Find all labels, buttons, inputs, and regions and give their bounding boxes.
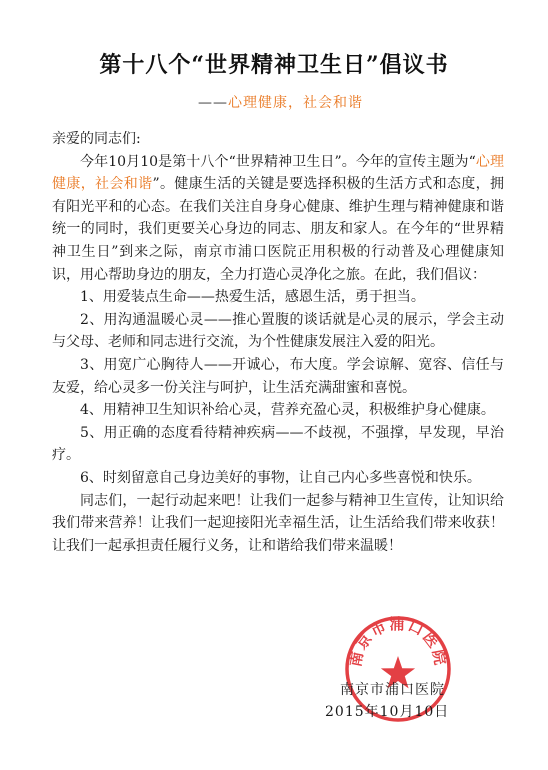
document-body [52,128,504,557]
seal-arc-text: 南京市浦口医院 [346,615,450,669]
document-subtitle [198,92,363,112]
subtitle-dash: —— [198,95,228,111]
intro-part1: 今年10月10是第十八个“世界精神卫生日”。今年的宣传主题为“ [80,153,476,170]
intro-paragraph [52,151,504,287]
closing-paragraph: 同志们，一起行动起来吧！让我们一起参与精神卫生宣传，让知识给我们带来营养！让我们一起迎接阳光幸福生活，让生活给我们带来收获！让我们一起承担责任履行义务，让和谐给我们带来温暖！ [52,492,504,554]
signature: 南京市浦口医院 [340,682,445,698]
document-title: 第十八个“世界精神卫生日”倡议书 [99,52,449,78]
intro-part2: ”。健康生活的关键是要选择积极的生活方式和态度，拥有阳光平和的心态。在我们关注自身身心健康、维护生理与精神健康和谐统一的同时，我们更要关心身边的同志、朋友和家人。在今年的“世界精神卫生日”到来之际，南京市浦口医院正用积极的行动普及心理健康知识，用心帮助身边的朋友，全力打造心灵净化之旅。在此，我们倡议： [52,176,505,283]
proposal-item-4: 4、用精神卫生知识补给心灵，营养充盈心灵，积极维护身心健康。 [80,402,495,419]
proposal-item-2: 2、用沟通温暖心灵——推心置腹的谈话就是心灵的展示，学会主动与父母、老师和同志进行交流，为个性健康发展注入爱的阳光。 [52,311,504,351]
signature-date: 2015年10月10日 [325,704,450,720]
salutation: 亲爱的同志们: [52,131,141,147]
proposal-item-3: 3、用宽广心胸待人——开诚心，布大度。学会谅解、宽容、信任与友爱，给心灵多一份关注与呵护，让生活充满甜蜜和喜悦。 [52,356,504,396]
proposal-item-6: 6、时刻留意自己身边美好的事物，让自己内心多些喜悦和快乐。 [80,469,481,486]
proposal-item-1: 1、用爱装点生命——热爱生活，感恩生活，勇于担当。 [80,289,425,306]
theme-highlight: 心理健康，社会和谐 [52,153,504,193]
proposal-item-5: 5、用正确的态度看待精神疾病——不歧视，不强撑，早发现，早治疗。 [52,424,504,464]
subtitle-text: 心理健康，社会和谐 [228,95,363,111]
